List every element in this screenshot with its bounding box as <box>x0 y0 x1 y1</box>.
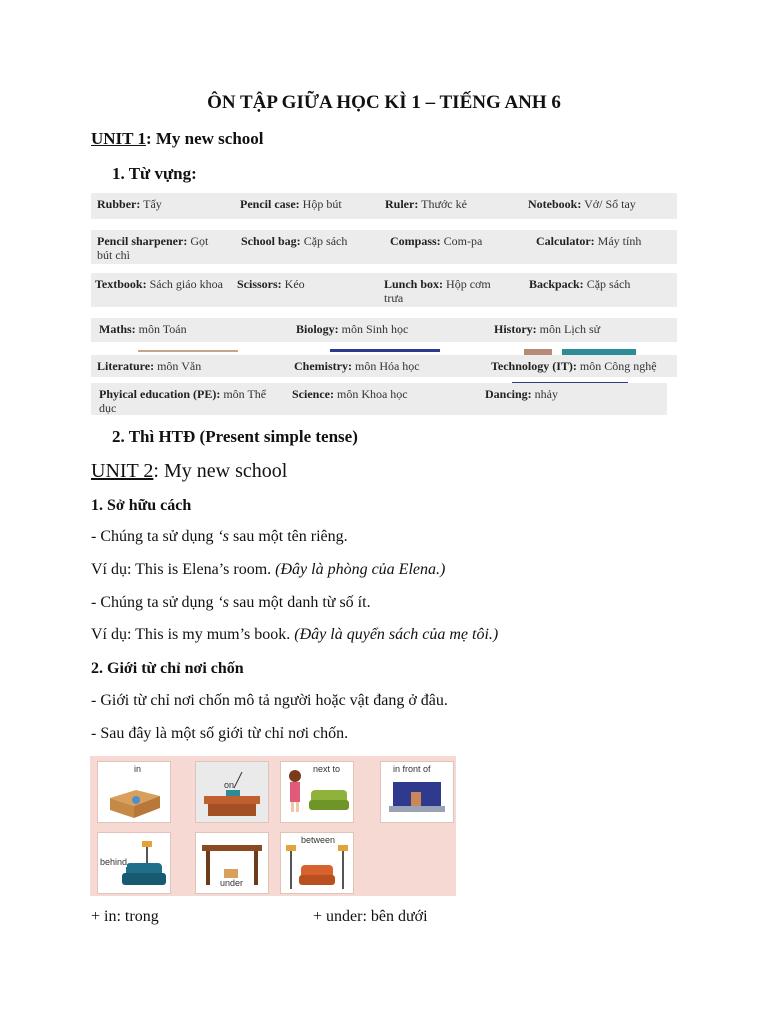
prepositions-heading: 2. Giới từ chỉ nơi chốn <box>91 660 244 677</box>
vocab-cell: Backpack: Cặp sách <box>529 277 631 291</box>
vocab-cell: Dancing: nhảy <box>485 387 558 401</box>
possessive-example-2: Ví dụ: This is my mum’s book. (Đây là quyển sách của mẹ tôi.) <box>91 626 499 643</box>
unit1-heading <box>91 129 264 149</box>
unit1-subtitle: : My new school <box>145 129 264 148</box>
label-on: on <box>224 780 235 790</box>
vocab-cell: Textbook: Sách giáo khoa <box>95 277 223 291</box>
vocab-heading: 1. Từ vựng: <box>112 164 197 183</box>
prepositions-intro: - Sau đây là một số giới từ chỉ nơi chốn. <box>91 725 349 742</box>
vocab-cell: Biology: môn Sinh học <box>296 322 409 336</box>
label-next-to: next to <box>313 764 341 774</box>
tile-in-front-of <box>380 761 454 823</box>
vocab-row-3 <box>91 273 677 307</box>
vocab-cell: Compass: Com-pa <box>390 234 483 248</box>
vocab-cell: Literature: môn Văn <box>97 359 202 373</box>
vocab-cell: Pencil sharpener: Gọt bút chì <box>97 234 209 262</box>
vocab-row-1 <box>91 193 677 219</box>
unit1-label: UNIT 1 <box>91 129 146 148</box>
vocab-cell: Maths: môn Toán <box>99 322 187 336</box>
label-between: between <box>301 835 336 845</box>
in-meaning: + in: trong <box>91 908 159 925</box>
unit2-label: UNIT 2 <box>91 460 154 482</box>
vocab-row-5 <box>91 355 677 377</box>
vocab-cell: Rubber: Tẩy <box>97 197 162 211</box>
vocab-cell: Chemistry: môn Hóa học <box>294 359 420 373</box>
present-simple-heading: 2. Thì HTĐ (Present simple tense) <box>112 427 358 446</box>
vocab-cell: Technology (IT): môn Công nghệ <box>491 359 657 373</box>
label-under: under <box>220 878 244 888</box>
vocab-cell: Science: môn Khoa học <box>292 387 408 401</box>
label-in: in <box>134 764 142 774</box>
unit2-heading <box>91 460 287 483</box>
possessive-rule-2: - Chúng ta sử dụng ‘s sau một danh từ số ít. <box>91 594 371 611</box>
tile-next-to <box>280 761 354 823</box>
vocab-cell: Scissors: Kéo <box>237 277 305 291</box>
unit2-subtitle: : My new school <box>153 460 288 482</box>
vocab-row-6 <box>91 383 667 415</box>
vocab-cell: Notebook: Vở/ Sổ tay <box>528 197 636 211</box>
vocab-cell: Pencil case: Hộp bút <box>240 197 342 211</box>
possessive-rule-1: - Chúng ta sử dụng ‘s sau một tên riêng. <box>91 528 348 545</box>
under-meaning: + under: bên dưới <box>313 908 428 925</box>
vocab-row-4 <box>91 318 677 342</box>
tile-in <box>97 761 171 823</box>
vocab-cell: Lunch box: Hộp cơm trưa <box>384 277 491 305</box>
vocab-cell: Ruler: Thước kẻ <box>385 197 467 211</box>
prepositions-illustration <box>90 756 456 896</box>
tile-under <box>195 832 269 894</box>
decor-line <box>330 349 440 352</box>
vocab-cell: Calculator: Máy tính <box>536 234 642 248</box>
decor-line <box>138 350 238 352</box>
prepositions-desc: - Giới từ chỉ nơi chốn mô tả người hoặc vật đang ở đâu. <box>91 692 448 709</box>
possessive-example-1: Ví dụ: This is Elena’s room. (Đây là phòng của Elena.) <box>91 561 446 578</box>
possessive-heading: 1. Sở hữu cách <box>91 497 192 514</box>
vocab-cell: Phyical education (PE): môn Thể dục <box>99 387 267 415</box>
tile-on <box>195 761 269 823</box>
tile-behind <box>97 832 171 894</box>
label-in-front-of: in front of <box>393 764 431 774</box>
page-title: ÔN TẬP GIỮA HỌC KÌ 1 – TIẾNG ANH 6 <box>207 92 561 113</box>
vocab-row-2 <box>91 230 677 264</box>
tile-between <box>280 832 354 894</box>
vocab-cell: School bag: Cặp sách <box>241 234 348 248</box>
vocab-cell: History: môn Lịch sử <box>494 322 601 336</box>
table-icon <box>196 762 268 822</box>
label-behind: behind <box>100 857 128 867</box>
